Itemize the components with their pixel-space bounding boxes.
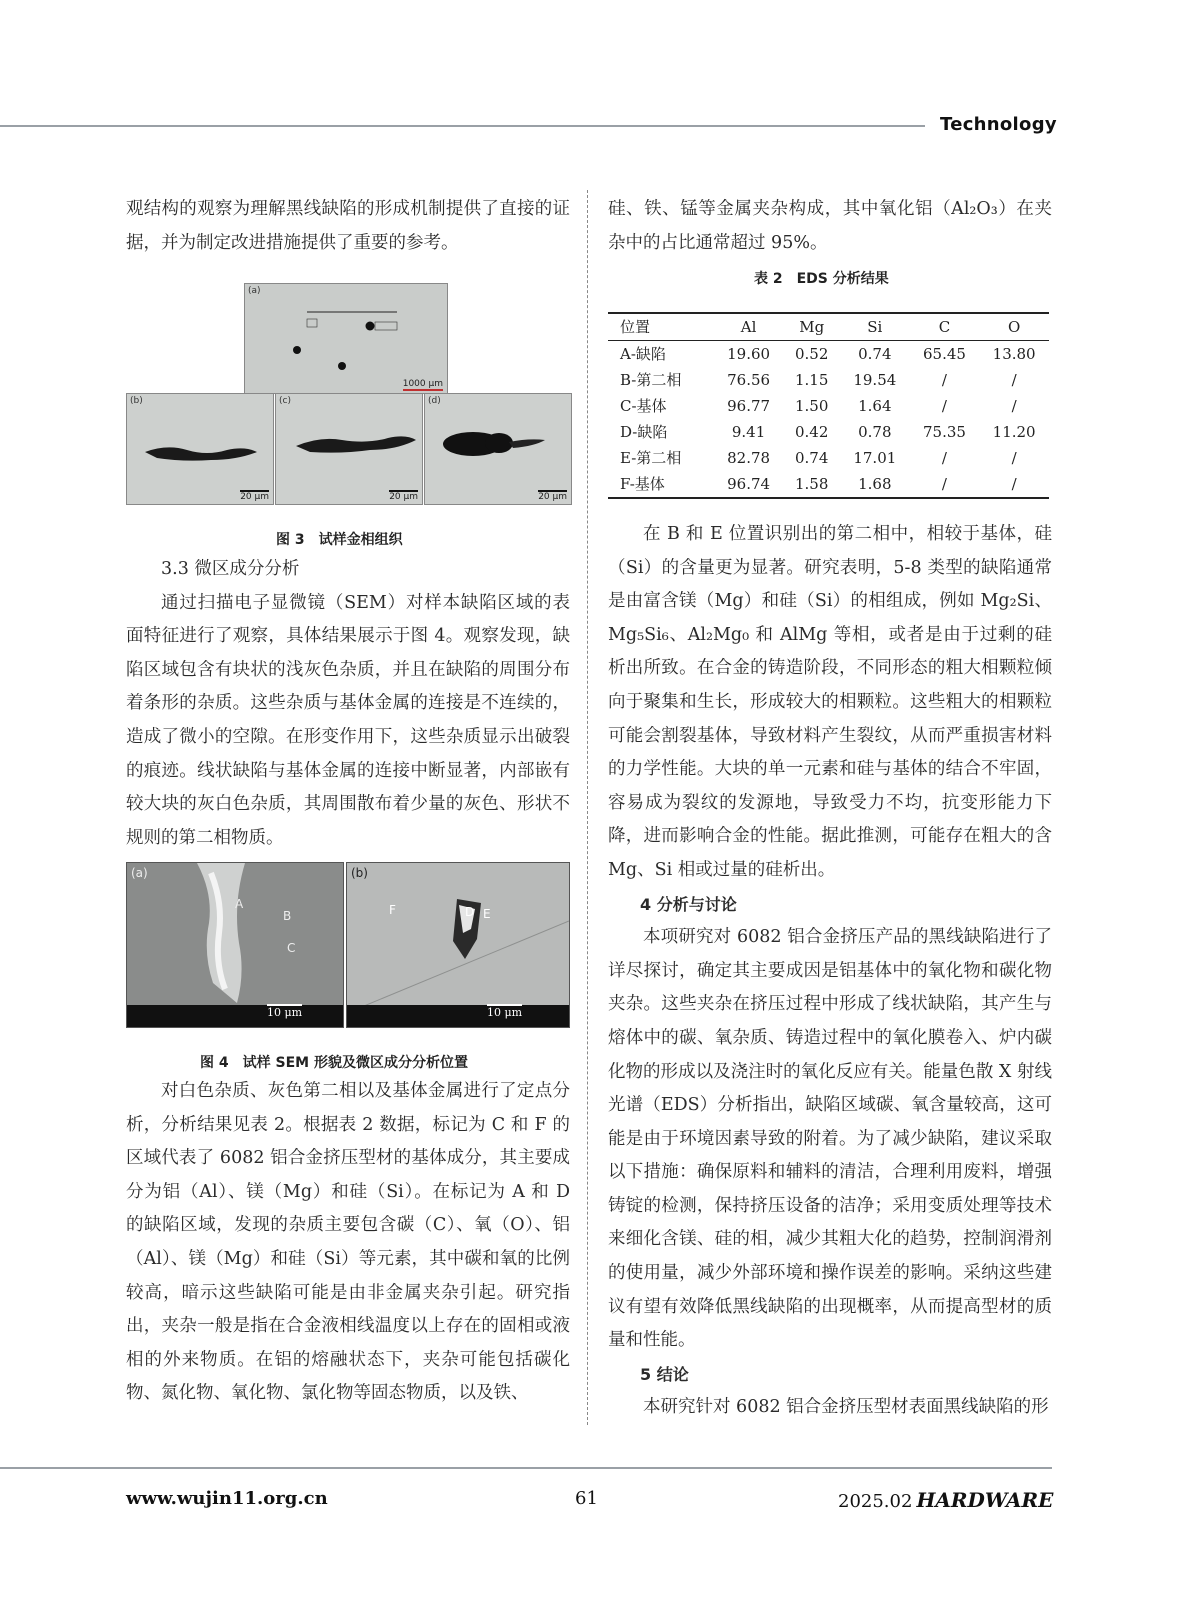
- table-cell: /: [941, 449, 947, 467]
- left-paragraph-1: 观结构的观察为理解黑线缺陷的形成机制提供了直接的证据，并为制定改进措施提供了重要的参考。: [126, 199, 570, 253]
- footer-rule: [0, 1467, 1052, 1469]
- table-cell: A-缺陷: [620, 345, 666, 363]
- table-cell: B-第二相: [620, 371, 682, 389]
- issue-date: 2025.02: [838, 1491, 913, 1512]
- section-heading-5: 5 结论: [640, 1364, 689, 1384]
- table-cell: 0.74: [858, 345, 892, 363]
- panel-label-d: (d): [428, 396, 441, 406]
- header-rule: [0, 125, 925, 127]
- section-heading-4: 4 分析与讨论: [640, 894, 737, 914]
- table-row: [608, 471, 1049, 498]
- right-column-top: [608, 193, 1052, 260]
- table-cell: 19.60: [727, 345, 771, 363]
- table-cell: /: [1011, 371, 1017, 389]
- page-number: 61: [575, 1488, 598, 1509]
- table-row: [608, 445, 1049, 471]
- left-column-section-33: [126, 553, 570, 855]
- table-cell: F-基体: [608, 471, 714, 498]
- figure-4b-scale: 10 μm: [487, 1006, 523, 1019]
- right-paragraph-4: 本研究针对 6082 铝合金挤压型材表面黑线缺陷的形: [643, 1397, 1049, 1418]
- table-cell: 1.64: [858, 397, 892, 415]
- right-column-body: [608, 518, 1052, 1425]
- table-cell: 1.15: [795, 371, 829, 389]
- panel-label-a: (a): [248, 286, 261, 296]
- table-cell: 75.35: [922, 423, 966, 441]
- figure-3d-scale: 20 μm: [538, 492, 567, 502]
- table-cell: /: [910, 471, 980, 498]
- figure-4b-graphic: [347, 863, 569, 1027]
- left-paragraph-3: 对白色杂质、灰色第二相以及基体金属进行了定点分析，分析结果见表 2。根据表 2 数据，标记为 C 和 F 的区域代表了 6082 铝合金挤压型材的基体成分，其主要成分为铝（Al）、镁（Mg）和硅（Si）。在标记为 A 和 D 的缺陷区域，发现的杂质主要包含碳（C）、氧（O）、铝（Al）、镁（Mg）和硅（Si）等元素，其中碳和氧的比例较高，暗示这些缺陷可能是由非金属夹杂引起。研究指出，夹杂一般是指在合金液相线温度以上存在的固相或液相的外来物质。在铝的熔融状态下，夹杂可能包括碳化物、氮化物、氧化物、氯化物等固态物质，以及铁、: [126, 1081, 570, 1404]
- table-cell: /: [979, 471, 1049, 498]
- column-divider: [587, 190, 588, 1425]
- figure-3b-image: [126, 393, 274, 505]
- right-paragraph-2: 在 B 和 E 位置识别出的第二相中，相较于基体，硅（Si）的含量更为显著。研究表明，5-8 类型的缺陷通常是由富含镁（Mg）和硅（Si）的相组成，例如 Mg₂Si、Mg₅Si₆、Al₂Mg₀ 和 AlMg 等相，或者是由于过剩的硅析出所致。在合金的铸造阶段，不同形态的粗大相颗粒倾向于聚集和生长，形成较大的相颗粒。这些粗大的相颗粒可能会割裂基体，导致材料产生裂纹，从而严重损害材料的力学性能。大块的单一元素和硅与基体的结合不牢固，容易成为裂纹的发源地，导致受力不均，抗变形能力下降，进而影响合金的性能。据此推测，可能存在粗大的含 Mg、Si 相或过量的硅析出。: [608, 524, 1052, 880]
- point-c: C: [287, 941, 296, 955]
- table-header-row: [608, 313, 1049, 341]
- table-cell: 11.20: [992, 423, 1036, 441]
- figure-3a-image: [244, 283, 448, 394]
- table-cell: 76.56: [727, 371, 771, 389]
- header-cell: Si: [840, 313, 910, 341]
- right-paragraph-3: 本项研究对 6082 铝合金挤压产品的黑线缺陷进行了详尽探讨，确定其主要成因是铝基体中的氧化物和碳化物夹杂。这些夹杂在挤压过程中形成了线状缺陷，其产生与熔体中的碳、氧杂质、铸造过程中的氧化膜卷入、炉内碳化物的形成以及浇注时的氧化反应有关。能量色散 X 射线光谱（EDS）分析指出，缺陷区域碳、氧含量较高，这可能是由于环境因素导致的附着。为了减少缺陷，建议采取以下措施：确保原料和辅料的清洁，合理利用废料，增强铸锭的检测，保持挤压设备的洁净；采用变质处理等技术来细化含镁、硅的相，减少其粗大化的趋势，控制润滑剂的使用量，减少外部环境和操作误差的影响。采纳这些建议有望有效降低黑线缺陷的出现概率，从而提高型材的质量和性能。: [608, 927, 1052, 1351]
- figure-4a-scale: 10 μm: [267, 1006, 303, 1019]
- table-cell: /: [941, 371, 947, 389]
- point-b: B: [283, 909, 292, 923]
- figure-4-caption: 图 4 试样 SEM 形貌及微区成分分析位置: [200, 1055, 468, 1071]
- table-cell: 9.41: [731, 423, 766, 441]
- table-cell: 0.74: [795, 449, 829, 467]
- table-cell: 17.01: [853, 449, 897, 467]
- figure-3a-scale: 1000 μm: [402, 379, 443, 389]
- table-cell: E-第二相: [620, 449, 682, 467]
- figure-4b-image: [346, 862, 570, 1028]
- point-a: A: [235, 897, 244, 911]
- table-cell: 1.50: [795, 397, 829, 415]
- figure-3b-graphic: [127, 394, 273, 504]
- figure-3c-scale: 20 μm: [389, 492, 418, 502]
- panel-label-b: (b): [130, 396, 143, 406]
- figure-4: [126, 862, 570, 1026]
- table-cell: C-基体: [620, 397, 667, 415]
- table-cell: 1.58: [783, 471, 840, 498]
- figure-3a-graphic: [245, 284, 447, 393]
- figure-4a-label: (a): [131, 866, 148, 880]
- section-tag: Technology: [940, 114, 1057, 135]
- table-cell: 96.77: [727, 397, 771, 415]
- table-row: [608, 367, 1049, 393]
- footer-issue: [838, 1488, 1053, 1512]
- table-cell: 1.68: [840, 471, 910, 498]
- header-cell: Al: [714, 313, 784, 341]
- header-cell: C: [910, 313, 980, 341]
- header-cell: 位置: [608, 313, 714, 341]
- table-row: [608, 393, 1049, 419]
- left-column-bottom: [126, 1075, 570, 1411]
- figure-3c-image: [275, 393, 423, 505]
- table-cell: 82.78: [727, 449, 771, 467]
- table-2-caption: 表 2 EDS 分析结果: [754, 271, 889, 287]
- table-cell: 65.45: [922, 345, 966, 363]
- table-cell: 19.54: [853, 371, 897, 389]
- figure-3d-image: [424, 393, 572, 505]
- table-row: [608, 341, 1049, 368]
- table-row: [608, 419, 1049, 445]
- figure-4b-info-bar: [347, 1005, 569, 1027]
- table-cell: /: [1011, 449, 1017, 467]
- figure-4a-info-bar: [127, 1005, 343, 1027]
- figure-4a-image: [126, 862, 344, 1028]
- right-paragraph-1: 硅、铁、锰等金属夹杂构成，其中氧化铝（Al₂O₃）在夹杂中的占比通常超过 95%。: [608, 199, 1052, 253]
- figure-3: [126, 283, 570, 505]
- figure-3d-graphic: [425, 394, 571, 504]
- header-cell: O: [979, 313, 1049, 341]
- figure-3b-scale: 20 μm: [240, 492, 269, 502]
- table-cell: 13.80: [992, 345, 1036, 363]
- figure-3-caption: 图 3 试样金相组织: [276, 532, 403, 548]
- footer-url: www.wujin11.org.cn: [126, 1488, 328, 1509]
- table-2: [608, 312, 1049, 499]
- table-cell: /: [941, 397, 947, 415]
- panel-label-c: (c): [279, 396, 291, 406]
- point-f: F: [389, 903, 396, 917]
- left-paragraph-2: 通过扫描电子显微镜（SEM）对样本缺陷区域的表面特征进行了观察，具体结果展示于图 4。观察发现，缺陷区域包含有块状的浅灰色杂质，并且在缺陷的周围分布着条形的杂质。这些杂质与基体金属的连接是不连续的，造成了微小的空隙。在形变作用下，这些杂质显示出破裂的痕迹。线状缺陷与基体金属的连接中断显著，内部嵌有较大块的灰白色杂质，其周围散布着少量的灰色、形状不规则的第二相物质。: [126, 592, 570, 848]
- figure-4a-graphic: [127, 863, 343, 1027]
- table-cell: 96.74: [714, 471, 784, 498]
- magazine-name: HARDWARE: [916, 1488, 1054, 1512]
- table-cell: 0.42: [795, 423, 829, 441]
- left-column: [126, 193, 570, 260]
- figure-4b-label: (b): [351, 866, 368, 880]
- point-d: D: [465, 905, 475, 919]
- table-cell: 0.52: [795, 345, 829, 363]
- point-e: E: [483, 907, 491, 921]
- subheading-3-3: 3.3 微区成分分析: [161, 559, 300, 579]
- table-cell: 0.78: [858, 423, 892, 441]
- table-cell: /: [1011, 397, 1017, 415]
- header-cell: Mg: [783, 313, 840, 341]
- figure-3c-graphic: [276, 394, 422, 504]
- table-cell: D-缺陷: [620, 423, 668, 441]
